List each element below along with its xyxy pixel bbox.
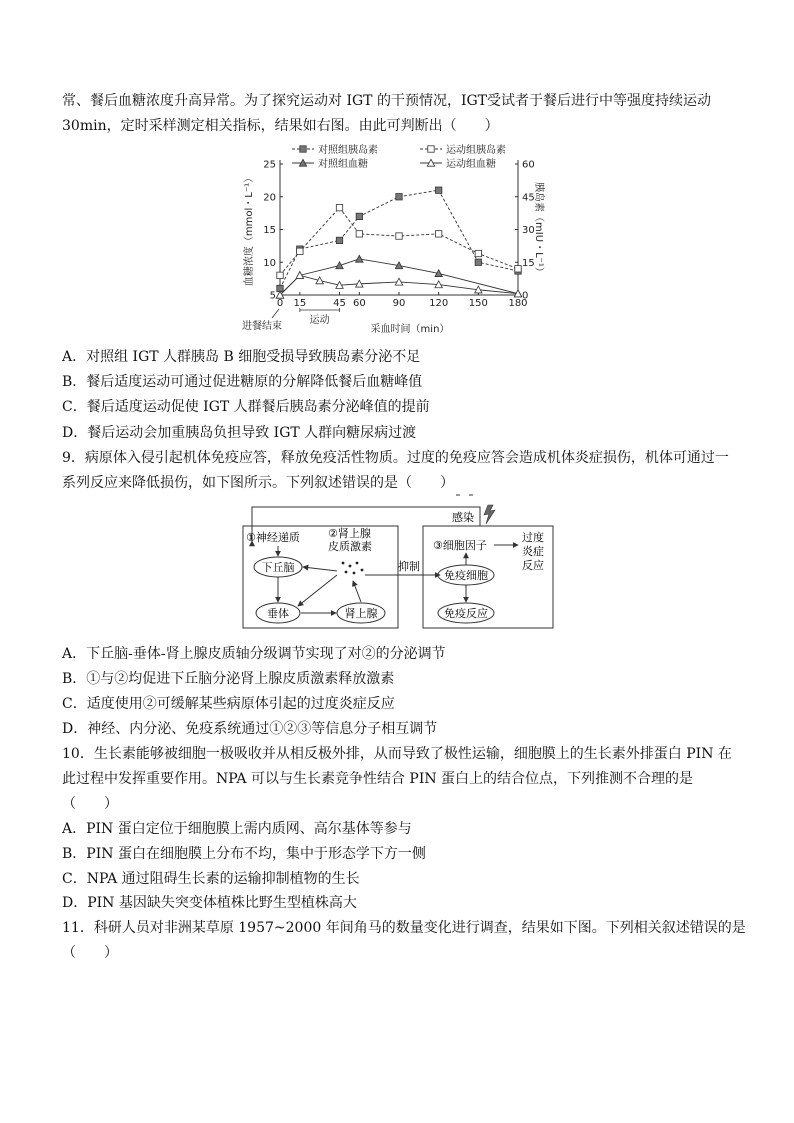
q9-option-c: C．适度使用②可缓解某些病原体引起的过度炎症反应: [62, 696, 395, 712]
x-tick-label: 120: [429, 298, 449, 309]
data-point: [396, 233, 402, 239]
q10-option-d: D．PIN 基因缺失突变体植株比野生型植株高大: [62, 895, 357, 911]
data-point: [336, 237, 342, 243]
q11-stem-text: 11．科研人员对非洲某草原 1957~2000 年间角马的数量变化进行调查，结果如下图。下列相关叙述: [62, 920, 690, 936]
annotation-exercise: 运动: [309, 315, 330, 326]
q10-option-a: A．PIN 蛋白定位于细胞膜上需内质网、高尔基体等参与: [62, 821, 412, 837]
data-point: [428, 146, 434, 152]
arrow-hormone-pituitary: [298, 575, 337, 606]
data-point: [297, 248, 303, 254]
y-axis-label-right: 胰岛素（mIU・L⁻¹）: [533, 182, 544, 277]
arrow-hormone-hypothalamus: [303, 567, 337, 571]
legend-label: 运动组血糖: [446, 159, 496, 170]
q9-option-a: A．下丘脑-垂体-肾上腺皮质轴分级调节实现了对②的分泌调节: [62, 646, 446, 662]
infection-label: 感染: [452, 511, 474, 524]
legend-label: 对照组胰岛素: [318, 145, 378, 156]
q10-stem-line-3: （ ）: [62, 796, 118, 812]
x-tick-label: 15: [293, 298, 307, 309]
y-right-tick-label: 45: [522, 192, 535, 204]
legend-label: 运动组胰岛素: [446, 145, 506, 156]
data-point: [277, 272, 283, 278]
legend-label: 对照组血糖: [318, 159, 368, 170]
hormone-label-1: ②肾上腺: [328, 527, 371, 540]
data-point: [515, 266, 521, 272]
annotation-pointer: [272, 309, 279, 318]
q8-option-d: D．餐后运动会加重胰岛负担导致 IGT 人群向糖尿病过渡: [62, 425, 417, 441]
hormone-dot: [361, 569, 364, 572]
q10-option-b: B．PIN 蛋白在细胞膜上分布不均，集中于形态学下方一侧: [62, 846, 426, 862]
y-right-tick-label: 0: [522, 290, 529, 302]
q8-option-b: B．餐后适度运动可通过促进糖原的分解降低餐后血糖峰值: [62, 374, 423, 390]
x-tick-label: 150: [468, 298, 488, 309]
q11-stem-line-1: [62, 919, 746, 937]
x-tick-label: 0: [276, 298, 284, 309]
hormone-dot: [353, 572, 356, 575]
hormone-dot: [345, 571, 348, 574]
y-left-tick-label: 15: [263, 225, 276, 236]
adrenal-label: 肾上腺: [344, 607, 378, 620]
x-tick-label: 45: [333, 298, 346, 309]
hormone-label-2: 皮质激素: [328, 540, 372, 553]
chart-labels: [242, 173, 546, 335]
x-tick-label: 180: [508, 298, 528, 309]
chart-series: [276, 187, 521, 298]
data-point: [435, 187, 441, 193]
x-axis-label: 采血时间（min）: [370, 324, 450, 335]
data-point: [475, 250, 481, 256]
y-right-tick-label: 15: [522, 257, 535, 269]
data-point: [356, 255, 363, 262]
lightning-icon: [484, 505, 495, 524]
inhibit-label: 抑制: [398, 560, 420, 573]
q8-option-a: A．对照组 IGT 人群胰岛 B 细胞受损导致胰岛素分泌不足: [62, 349, 421, 365]
q11-stem-line-2: （ ）: [62, 945, 118, 961]
data-point: [300, 146, 306, 152]
data-point: [435, 231, 441, 237]
q10-stem-line-1: 10．生长素能够被细胞一极吸收并从相反极外排，从而导致了极性运输，细胞膜上的生长素外排蛋白 PIN 在: [62, 746, 732, 762]
q11-stem-tail: 错误的是: [689, 920, 746, 936]
q8-chart: [240, 142, 544, 337]
data-point: [396, 194, 402, 200]
chart-legend: [292, 143, 506, 170]
inflammation-label-2: 炎症: [522, 545, 544, 558]
hormone-dot: [349, 565, 352, 568]
cytokine-label: ③细胞因子: [433, 539, 487, 552]
y-left-tick-label: 10: [263, 257, 276, 269]
annotation-meal-end: 进餐结束: [242, 321, 282, 332]
y-left-tick-label: 25: [263, 159, 276, 171]
immune-cell-label: 免疫细胞: [444, 569, 488, 582]
q8-option-c: C．餐后适度运动促使 IGT 人群餐后胰岛素分泌峰值的提前: [62, 399, 430, 415]
x-tick-label: 90: [392, 298, 406, 309]
immune-response-label: 免疫反应: [444, 607, 488, 620]
data-point: [336, 262, 343, 269]
q10-option-c: C．NPA 通过阻碍生长素的运输抑制植物的生长: [62, 871, 360, 887]
inflammation-label-3: 反应: [522, 559, 544, 572]
y-left-tick-label: 20: [263, 192, 276, 204]
y-left-tick-label: 5: [269, 290, 276, 302]
data-point: [475, 259, 481, 265]
y-right-tick-label: 60: [522, 159, 535, 171]
y-axis-label-left: 血糖浓度（mmol・L⁻¹）: [244, 172, 255, 287]
x-tick-label: 60: [352, 298, 366, 309]
q9-option-d: D．神经、内分泌、免疫系统通过①②③等信息分子相互调节: [62, 721, 438, 737]
q8-stem-line-1: 常、餐后血糖浓度升高异常。为了探究运动对 IGT 的干预情况，IGT受试者于餐后进行中等强度持续运动: [62, 93, 712, 109]
data-point: [336, 204, 342, 210]
y-right-tick-label: 30: [522, 225, 535, 236]
q10-stem-line-2: 此过程中发挥重要作用。NPA 可以与生长素竞争性结合 PIN 蛋白上的结合位点，下列推测不合理的是: [62, 771, 694, 787]
data-point: [356, 213, 362, 219]
q9-option-b: B．①与②均促进下丘脑分泌肾上腺皮质激素释放激素: [62, 671, 395, 687]
neuro-transmitter-label: ①神经递质: [246, 531, 300, 544]
data-point: [356, 231, 362, 237]
q9-stem-line-1: 9．病原体入侵引起机体免疫应答，释放免疫活性物质。过度的免疫应答会造成机体炎症损伤，机体可通过一: [62, 450, 729, 466]
arrow-adrenal-hormone: [353, 581, 361, 602]
inflammation-label-1: 过度: [522, 531, 544, 544]
q8-stem-line-2: 30min，定时采样测定相关指标，结果如右图。由此可判断出（ ）: [62, 118, 499, 134]
pituitary-label: 垂体: [267, 607, 289, 620]
hypothalamus-label: 下丘脑: [261, 561, 295, 574]
hormone-dot: [356, 562, 359, 565]
q9-diagram: [240, 493, 556, 633]
q9-stem-line-2: 系列反应来降低损伤，如下图所示。下列叙述错误的是（ ）: [62, 475, 454, 491]
hormone-dot: [342, 562, 345, 565]
